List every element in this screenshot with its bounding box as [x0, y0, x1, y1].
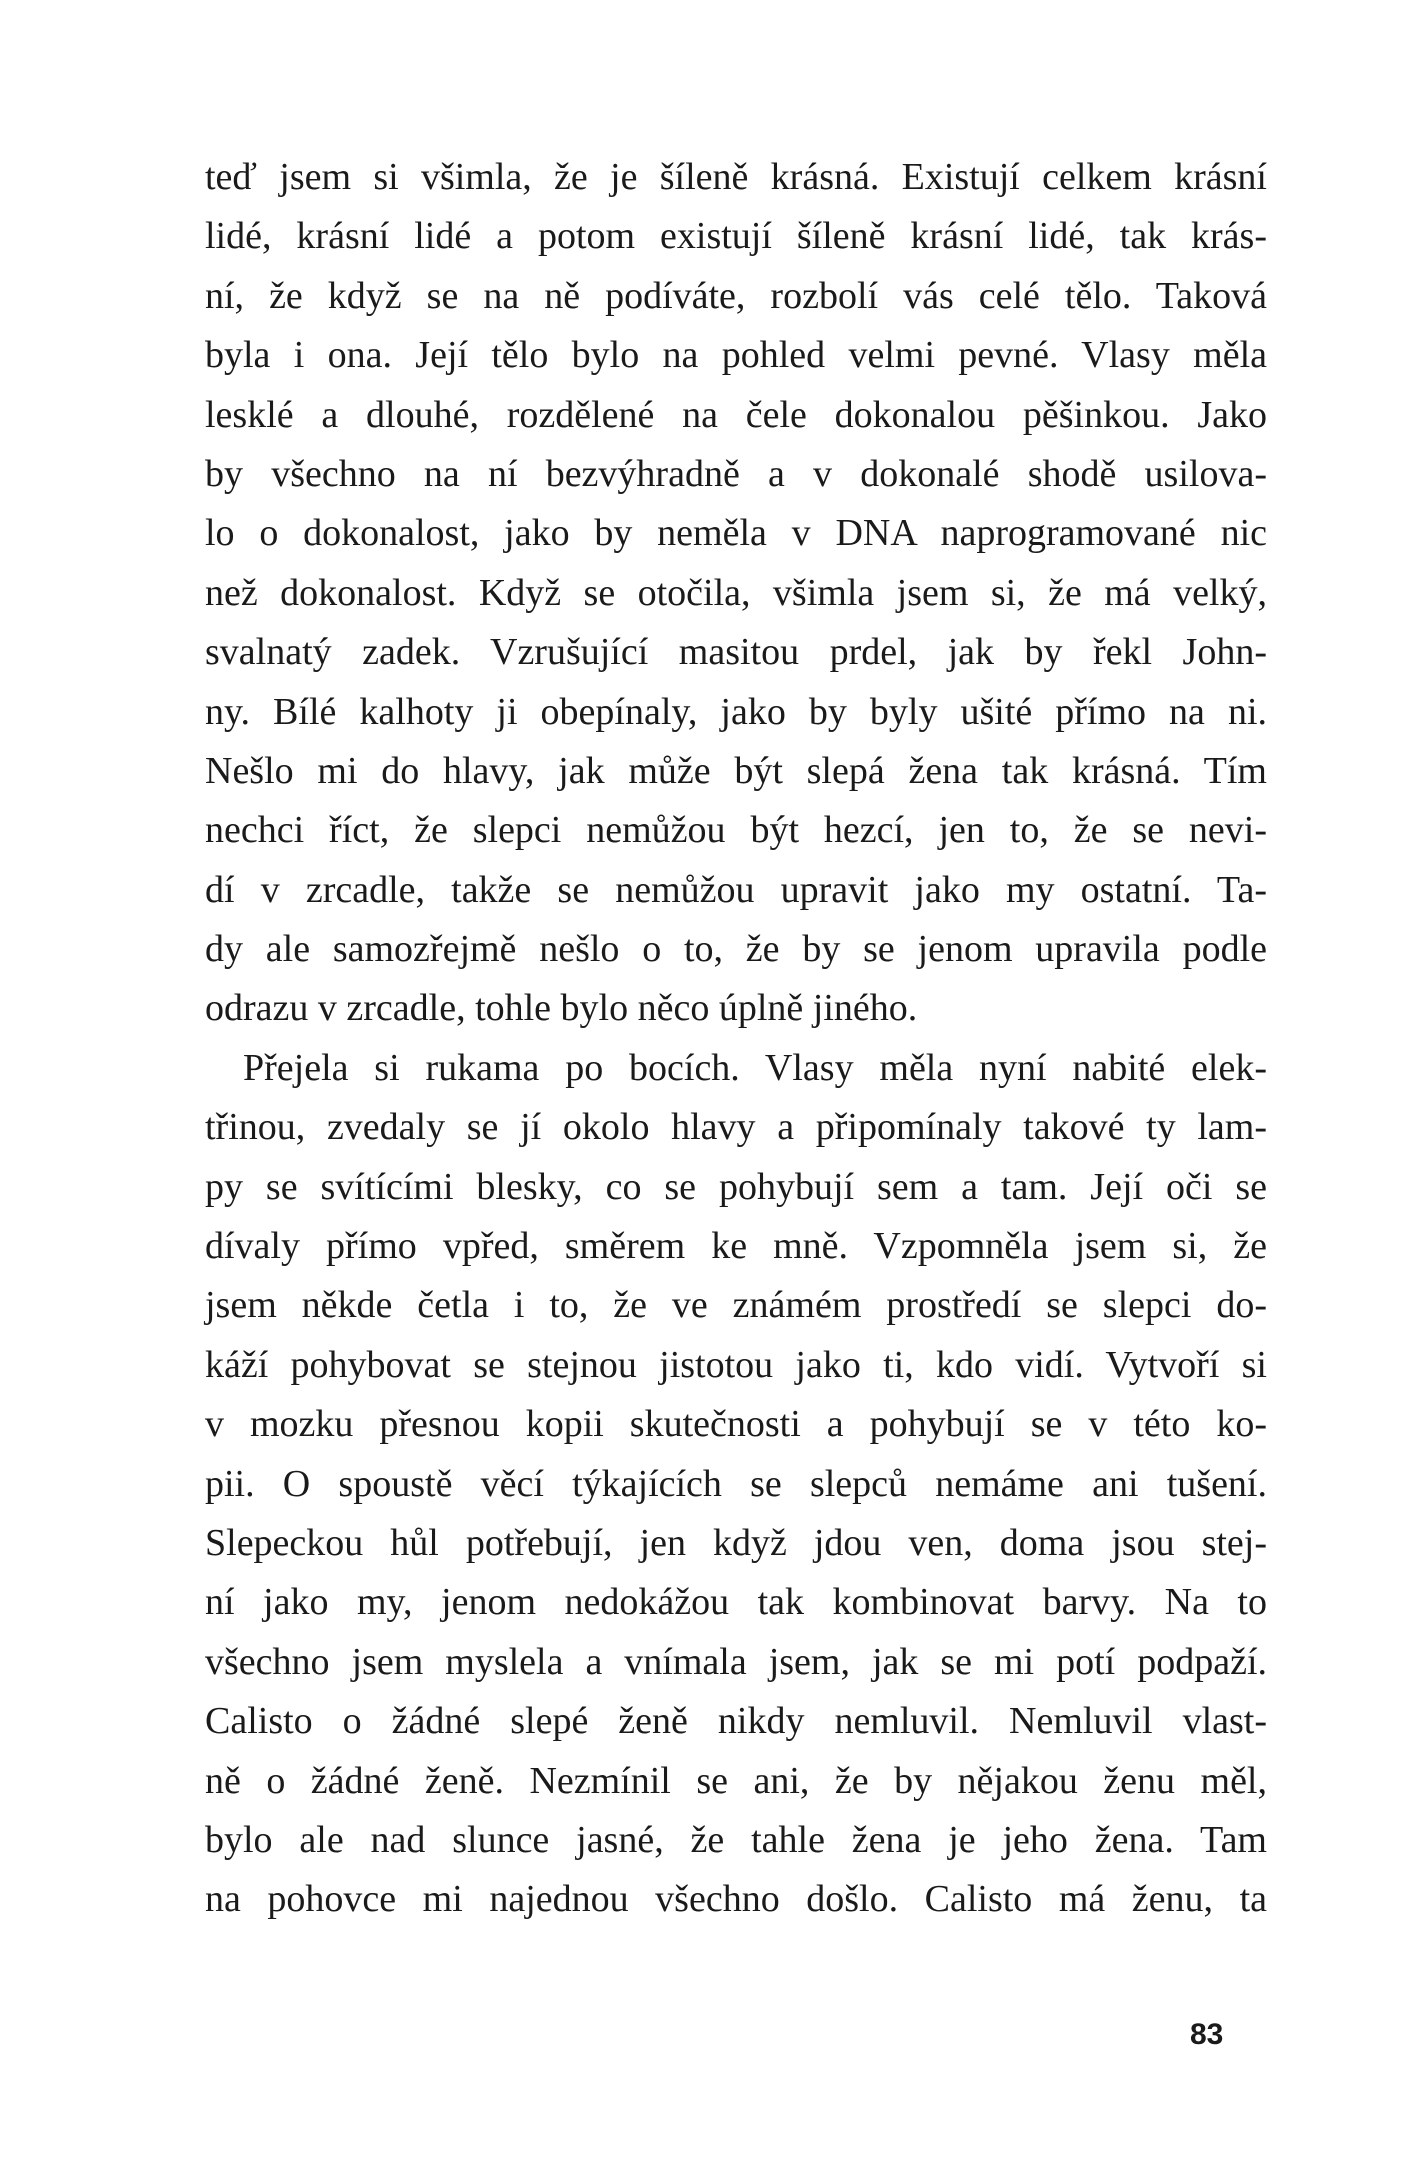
text-line: byla i ona. Její tělo bylo na pohled velmi pevné. Vlasy měla [205, 334, 1267, 377]
text-line: než dokonalost. Když se otočila, všimla jsem si, že má velký, [205, 571, 1267, 614]
text-line: lidé, krásní lidé a potom existují šíleně krásní lidé, tak krás- [205, 215, 1267, 258]
text-line: teď jsem si všimla, že je šíleně krásná. Existují celkem krásní [205, 156, 1267, 198]
text-line: ní, že když se na ně podíváte, rozbolí vás celé tělo. Taková [205, 274, 1267, 317]
text-line: Calisto o žádné slepé ženě nikdy nemluvil. Nemluvil vlast- [205, 1700, 1267, 1743]
text-line: Slepeckou hůl potřebují, jen když jdou ven, doma jsou stej- [205, 1521, 1267, 1564]
text-line: odrazu v zrcadle, tohle bylo něco úplně jiného. [205, 987, 918, 1030]
text-line: dívaly přímo vpřed, směrem ke mně. Vzpomněla jsem si, že [205, 1225, 1267, 1268]
text-line: pii. O spoustě věcí týkajících se slepců nemáme ani tušení. [205, 1462, 1267, 1505]
text-line: v mozku přesnou kopii skutečnosti a pohybují se v této ko- [205, 1403, 1267, 1446]
text-line: ně o žádné ženě. Nezmínil se ani, že by nějakou ženu měl, [205, 1759, 1267, 1802]
text-line: dy ale samozřejmě nešlo o to, že by se jenom upravila podle [205, 928, 1267, 971]
text-line: ní jako my, jenom nedokážou tak kombinovat barvy. Na to [205, 1581, 1267, 1624]
text-line: na pohovce mi najednou všechno došlo. Calisto má ženu, ta [205, 1878, 1267, 1921]
text-line: Přejela si rukama po bocích. Vlasy měla nyní nabité elek- [243, 1046, 1267, 1089]
text-line: káží pohybovat se stejnou jistotou jako ti, kdo vidí. Vytvoří si [205, 1343, 1267, 1386]
text-line: ny. Bílé kalhoty ji obepínaly, jako by byly ušité přímo na ni. [205, 690, 1267, 733]
text-line: jsem někde četla i to, že ve známém prostředí se slepci do- [205, 1284, 1267, 1327]
page-number: 83 [1190, 2018, 1224, 2051]
text-line: svalnatý zadek. Vzrušující masitou prdel, jak by řekl John- [205, 631, 1267, 674]
text-line: všechno jsem myslela a vnímala jsem, jak se mi potí podpaží. [205, 1640, 1267, 1683]
text-line: bylo ale nad slunce jasné, že tahle žena je jeho žena. Tam [205, 1818, 1267, 1861]
body-text [205, 148, 1267, 1930]
text-line: dí v zrcadle, takže se nemůžou upravit jako my ostatní. Ta- [205, 868, 1267, 911]
text-line: Nešlo mi do hlavy, jak může být slepá žena tak krásná. Tím [205, 749, 1267, 792]
text-line: by všechno na ní bezvýhradně a v dokonalé shodě usilova- [205, 452, 1267, 495]
text-line: py se svítícími blesky, co se pohybují sem a tam. Její oči se [205, 1165, 1267, 1208]
text-line: lesklé a dlouhé, rozdělené na čele dokonalou pěšinkou. Jako [205, 393, 1267, 436]
text-line: třinou, zvedaly se jí okolo hlavy a připomínaly takové ty lam- [205, 1106, 1267, 1149]
text-line: lo o dokonalost, jako by neměla v DNA naprogramované nic [205, 512, 1267, 555]
text-line: nechci říct, že slepci nemůžou být hezcí, jen to, že se nevi- [205, 809, 1267, 852]
